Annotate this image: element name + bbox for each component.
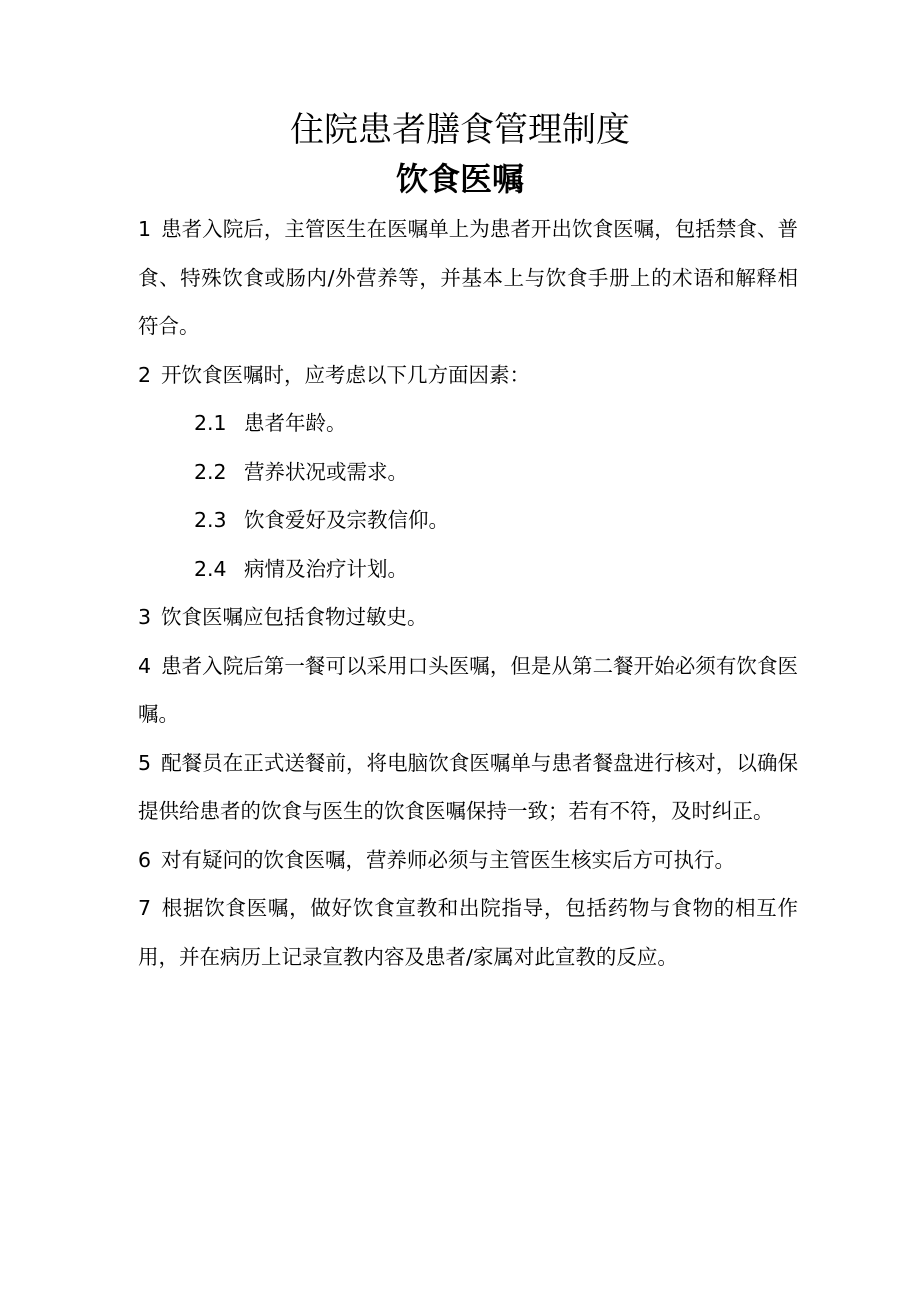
item-number: 7 [138,896,152,920]
list-item [138,205,798,351]
item-number: 5 [138,750,152,775]
subitem-number: 2.3 [194,508,227,532]
item-text: 患者入院后，主管医生在医嘱单上为患者开出饮食医嘱，包括禁食、普食、特殊饮食或肠内/外营养等，并基本上与饮食手册上的术语和解释相符合。 [138,217,798,338]
sub-list-item [194,448,798,497]
item-text: 对有疑问的饮食医嘱，营养师必须与主管医生核实后方可执行。 [161,847,736,872]
list-item [138,739,798,836]
subitem-number: 2.2 [194,459,227,484]
sub-list-item [194,545,798,594]
item-text: 配餐员在正式送餐前，将电脑饮食医嘱单与患者餐盘进行核对，以确保提供给患者的饮食与医生的饮食医嘱保持一致；若有不符，及时纠正。 [138,750,798,823]
subitem-text: 患者年龄。 [244,411,347,435]
subitem-text: 饮食爱好及宗教信仰。 [244,508,449,532]
document-subtitle: 饮食医嘱 [395,160,524,198]
list-item [138,351,798,400]
subitem-number: 2.1 [194,411,227,435]
item-text: 饮食医嘱应包括食物过敏史。 [161,605,428,629]
item-text: 患者入院后第一餐可以采用口头医嘱，但是从第二餐开始必须有饮食医嘱。 [138,653,798,726]
item-number: 4 [138,653,152,678]
list-item [138,884,798,981]
item-text: 开饮食医嘱时，应考虑以下几方面因素： [161,362,531,387]
list-item [138,642,798,739]
subitem-number: 2.4 [194,556,227,581]
list-item [138,593,798,642]
item-text: 根据饮食医嘱，做好饮食宣教和出院指导，包括药物与食物的相互作用，并在病历上记录宣教内容及患者/家属对此宣教的反应。 [138,896,798,969]
sub-list-item [194,399,798,448]
sub-list-item [194,496,798,545]
document-title: 住院患者膳食管理制度 [290,110,630,150]
subitem-text: 病情及治疗计划。 [244,556,408,581]
item-number: 3 [138,605,152,629]
item-number: 2 [138,362,152,387]
item-number: 6 [138,847,152,872]
subitem-text: 营养状况或需求。 [244,459,408,484]
item-number: 1 [138,217,152,241]
document-body [138,205,798,981]
list-item [138,836,798,885]
